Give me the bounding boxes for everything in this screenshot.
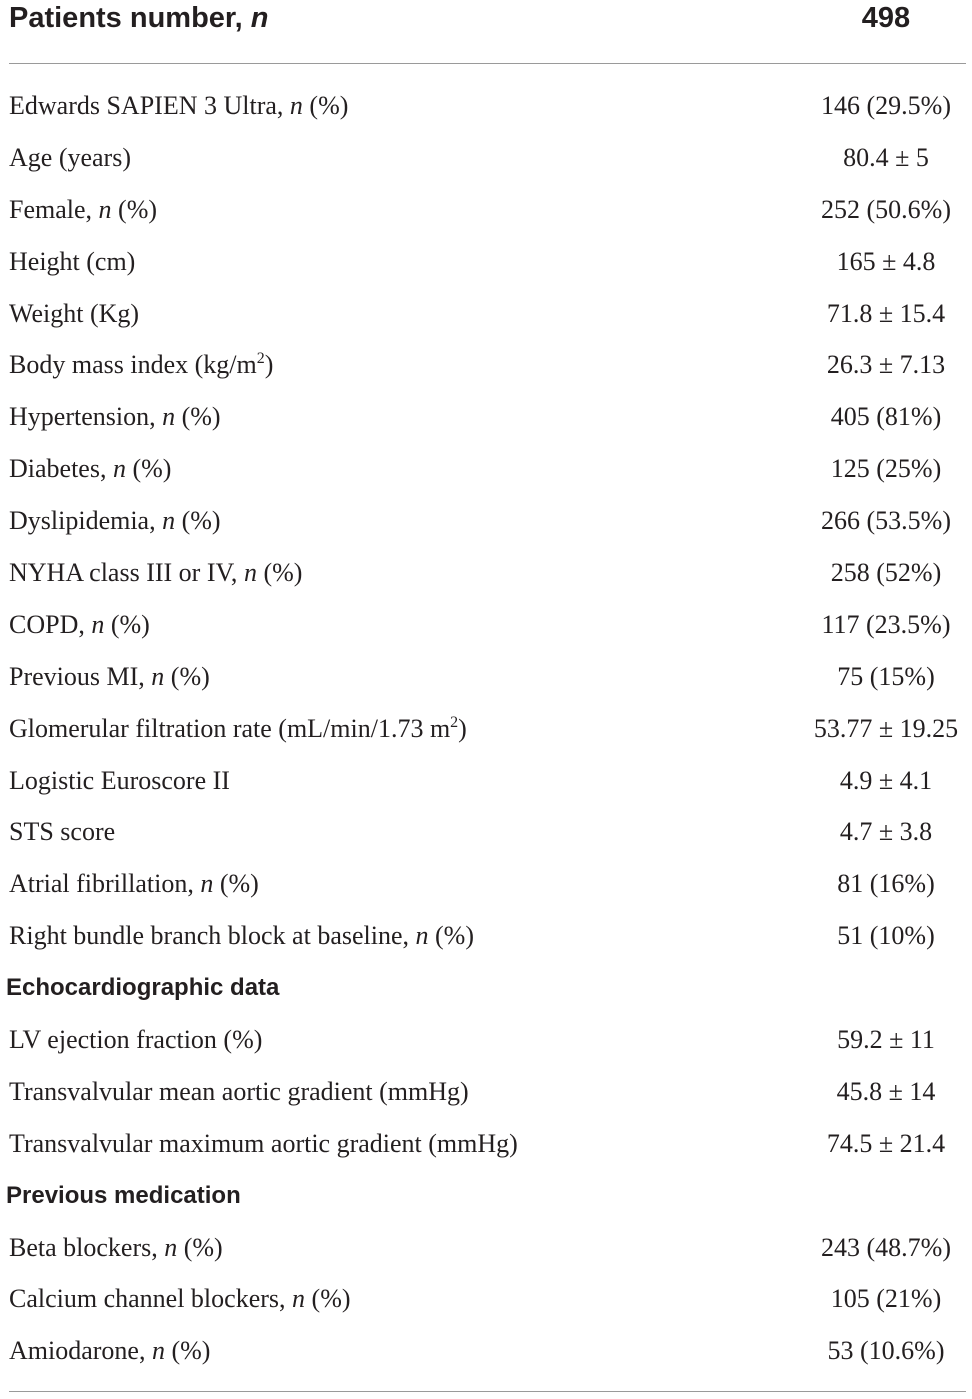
row-label-italic: n [91,609,105,639]
row-label-text: Previous medication [6,1181,241,1209]
row-label-italic: n [243,558,257,588]
table-row [0,651,972,703]
row-value: 80.4 ± 5 [843,142,929,172]
row-value: 71.8 ± 15.4 [826,298,946,328]
header-label [9,2,268,35]
row-label-text: Dyslipidemia, [9,506,163,536]
row-label-suffix: (%) [305,1284,351,1314]
row-value: 53.77 ± 19.25 [813,713,959,743]
row-label-suffix: (%) [177,1232,223,1262]
row-label [9,651,210,703]
row-value: 59.2 ± 11 [837,1025,935,1055]
header-value: 498 [861,2,911,34]
row-value: 81 (16%) [837,869,935,899]
row-label-text: Logistic Euroscore II [9,765,230,795]
row-label [9,391,221,443]
table-row [0,1222,972,1274]
row-label-text: Glomerular filtration rate (mL/min/1.73 m [9,713,451,743]
row-label-italic: n [200,869,214,899]
row-value: 26.3 ± 7.13 [826,350,946,380]
row-label-text: Transvalvular maximum aortic gradient (mmHg) [9,1128,518,1158]
row-value: 405 (81%) [830,402,942,432]
row-value: 146 (29.5%) [821,91,951,120]
table-header-row [0,0,972,48]
section-heading-row [0,962,972,1014]
row-label-text: Height (cm) [9,246,136,276]
table-row [0,184,972,236]
table-row [0,391,972,443]
table-bottom-divider [9,1391,966,1392]
row-label [9,806,115,858]
section-heading-row [0,1170,972,1222]
row-label [9,858,259,910]
table-row [0,288,972,340]
row-value: 53 (10.6%) [827,1336,945,1366]
row-value: 243 (48.7%) [821,1232,951,1262]
header-label-text: Patients number, [9,2,251,34]
row-value: 266 (53.5%) [821,506,951,536]
row-label-italic: n [162,506,176,536]
table-row [0,339,972,391]
table-body [0,80,972,1377]
row-value: 4.7 ± 3.8 [839,817,933,847]
row-value: 75 (15%) [837,661,935,691]
row-label-suffix: (%) [175,402,221,432]
table-row [0,443,972,495]
row-label [9,1273,351,1325]
table-row [0,806,972,858]
row-label [9,1066,469,1118]
row-label-text: Edwards SAPIEN 3 Ultra, [9,91,290,120]
row-label [9,1118,518,1170]
row-label-suffix: (%) [256,558,303,588]
row-label-text: Right bundle branch block at baseline, [9,921,416,951]
row-label-suffix: (%) [111,194,158,224]
row-label [9,1222,223,1274]
row-label-text: LV ejection fraction (%) [9,1025,263,1055]
row-label-suffix: (%) [164,1336,211,1366]
table-row [0,910,972,962]
row-label [9,339,273,391]
table-row [0,1325,972,1377]
row-label-superscript: 2 [256,350,265,368]
row-label [9,599,150,651]
row-label-text: Beta blockers, [9,1232,165,1262]
row-label [9,547,302,599]
row-label-text: Calcium channel blockers, [9,1284,293,1314]
row-label-italic: n [151,661,165,691]
row-value: 125 (25%) [830,454,942,484]
row-label [9,1014,262,1066]
table-row [0,547,972,599]
row-label-text: Atrial fibrillation, [9,869,201,899]
table-row [0,755,972,807]
row-label [9,288,139,340]
row-label-text: Age (years) [9,142,131,172]
row-label-text: Transvalvular mean aortic gradient (mmHg) [9,1076,469,1106]
header-divider [9,63,966,64]
row-label-text: Echocardiographic data [6,974,280,1002]
row-label-suffix: ) [264,350,274,380]
row-label-suffix: (%) [104,609,150,639]
row-label [9,703,467,755]
row-label-text: Weight (Kg) [9,298,140,328]
row-label-suffix: (%) [125,454,172,484]
table-row [0,1014,972,1066]
row-label-italic: n [98,194,112,224]
row-label-suffix: (%) [164,661,210,691]
row-value: 74.5 ± 21.4 [826,1128,946,1158]
row-label-italic: n [292,1284,306,1314]
row-label-superscript: 2 [450,713,459,731]
row-label [9,495,221,547]
row-label [9,910,474,962]
row-label-suffix: (%) [213,869,259,899]
table-row [0,495,972,547]
row-label-text: Previous MI, [9,661,152,691]
table-row [0,1273,972,1325]
row-label-suffix: (%) [428,921,474,951]
row-label-italic: n [162,402,176,432]
row-label-text: Amiodarone, [9,1336,152,1366]
row-label [9,184,157,236]
row-label [9,236,135,288]
header-label-italic: n [250,2,269,34]
row-label [9,132,131,184]
row-label-italic: n [289,91,303,120]
row-label [9,1325,210,1377]
row-value: 252 (50.6%) [821,194,951,224]
row-label-text: Diabetes, [9,454,113,484]
row-label [9,443,171,495]
table-row [0,236,972,288]
section-heading [6,1170,241,1222]
row-value: 165 ± 4.8 [836,246,936,276]
row-label-suffix: (%) [175,506,221,536]
row-label-italic: n [151,1336,165,1366]
section-heading [6,962,279,1014]
row-value: 105 (21%) [830,1284,942,1314]
row-label-text: Female, [9,194,99,224]
table-row [0,599,972,651]
row-label-italic: n [415,921,429,951]
table-row [0,132,972,184]
row-value: 45.8 ± 14 [836,1076,936,1106]
table-row [0,1118,972,1170]
row-label-suffix: (%) [302,91,349,120]
row-label-text: COPD, [9,609,92,639]
row-label-text: NYHA class III or IV, [9,558,244,588]
table-row [0,858,972,910]
row-label-italic: n [164,1232,178,1262]
row-label-suffix: ) [458,713,467,743]
row-label-text: STS score [9,817,116,847]
row-value: 117 (23.5%) [821,609,951,639]
row-label [9,755,230,807]
row-value: 258 (52%) [830,558,942,588]
row-label-text: Body mass index (kg/m [9,350,257,380]
row-value: 51 (10%) [837,921,935,951]
row-label-italic: n [112,454,126,484]
row-value: 4.9 ± 4.1 [839,765,933,795]
table-row [0,80,972,132]
row-label-text: Hypertension, [9,402,163,432]
row-label [9,80,348,132]
table-row [0,703,972,755]
table-row [0,1066,972,1118]
